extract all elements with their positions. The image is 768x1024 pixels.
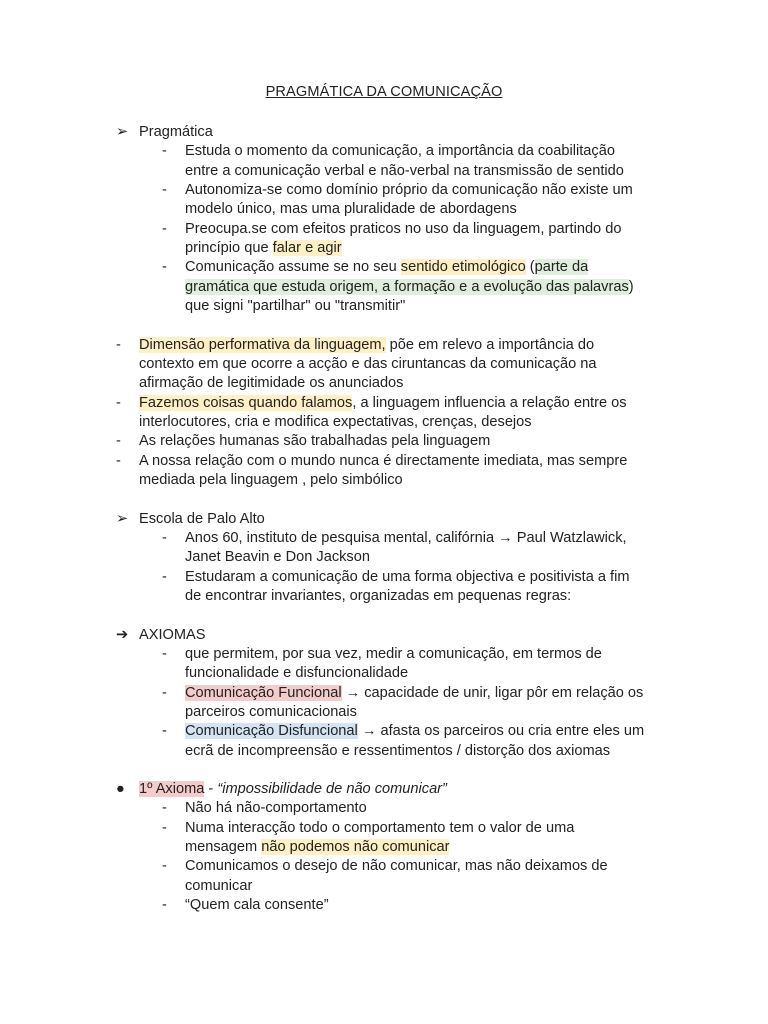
- dash-bullet: -: [162, 259, 167, 275]
- list-item-text: que permitem, por sua vez, medir a comunicação, em termos de: [185, 646, 602, 662]
- list-item-text: entre a comunicação verbal e não-verbal na transmissão de sentido: [185, 163, 624, 179]
- arrowhead-bullet-icon: ➢: [116, 124, 129, 140]
- list-item-text: modelo único, mas uma pluralidade de abordagens: [185, 201, 517, 217]
- axiom-quote: “impossibilidade de não comunicar”: [217, 781, 447, 797]
- list-item-text: parceiros comunicacionais: [185, 704, 357, 720]
- highlight-yellow: Fazemos coisas quando falamos: [139, 395, 353, 411]
- list-item-text: Não há não-comportamento: [185, 800, 367, 816]
- list-item-text: comunicar: [185, 878, 253, 894]
- list-item-text: Janet Beavin e Don Jackson: [185, 549, 370, 565]
- highlight-yellow: falar e agir: [272, 240, 342, 256]
- list-item-text: afirmação de legitimidade os anunciados: [139, 375, 404, 391]
- list-item-text: Comunicação Funcional → capacidade de unir, ligar pôr em relação os: [185, 685, 644, 701]
- highlight-green: parte da: [534, 259, 589, 275]
- highlight-blue: Comunicação Disfuncional: [185, 723, 358, 739]
- list-item-text: funcionalidade e disfuncionalidade: [185, 665, 409, 681]
- list-item-text: Estudaram a comunicação de uma forma objectiva e positivista a fim: [185, 569, 630, 585]
- section-heading-axioma-1: 1º Axioma - “impossibilidade de não comunicar”: [139, 781, 447, 797]
- list-item-text: que signi "partilhar" ou "transmitir": [185, 298, 406, 314]
- list-item-text: de encontrar invariantes, organizadas em pequenas regras:: [185, 588, 572, 604]
- list-item-text: gramática que estuda origem, a formação e a evolução das palavras): [185, 279, 634, 295]
- list-item-text: A nossa relação com o mundo nunca é directamente imediata, mas sempre: [139, 453, 628, 469]
- list-item-text: mediada pela linguagem , pelo simbólico: [139, 472, 403, 488]
- list-item-text: Numa interacção todo o comportamento tem o valor de uma: [185, 820, 575, 836]
- list-item-text: Fazemos coisas quando falamos, a linguagem influencia a relação entre os: [139, 395, 627, 411]
- highlight-red: 1º Axioma: [139, 781, 205, 797]
- dash-bullet: -: [116, 433, 121, 449]
- list-item-text: Comunicamos o desejo de não comunicar, mas não deixamos de: [185, 858, 608, 874]
- dash-bullet: -: [162, 143, 167, 159]
- highlight-yellow: sentido etimológico: [400, 259, 526, 275]
- page-title: PRAGMÁTICA DA COMUNICAÇÃO: [265, 84, 503, 100]
- arrowhead-bullet-icon: ➢: [116, 511, 129, 527]
- section-heading-pragmatica: Pragmática: [139, 124, 213, 140]
- section-heading-axiomas: AXIOMAS: [139, 627, 206, 643]
- list-item-text: mensagem não podemos não comunicar: [185, 839, 450, 855]
- dash-bullet: -: [162, 897, 167, 913]
- list-item-text: interlocutores, cria e modifica expectativas, crenças, desejos: [139, 414, 532, 430]
- dash-bullet: -: [116, 337, 121, 353]
- dash-bullet: -: [162, 221, 167, 237]
- highlight-yellow: Dimensão performativa da linguagem,: [139, 337, 386, 353]
- dash-bullet: -: [116, 395, 121, 411]
- list-item-text: Dimensão performativa da linguagem, põe em relevo a importância do: [139, 337, 595, 353]
- highlight-red: Comunicação Funcional: [185, 685, 342, 701]
- list-item-text: Comunicação assume se no seu sentido etimológico (parte da: [185, 259, 589, 275]
- dash-bullet: -: [116, 453, 121, 469]
- list-item-text: Anos 60, instituto de pesquisa mental, califórnia → Paul Watzlawick,: [185, 530, 627, 546]
- dash-bullet: -: [162, 800, 167, 816]
- arrow-bullet-icon: ➔: [116, 627, 129, 643]
- dot-bullet-icon: ●: [116, 781, 125, 797]
- dash-bullet: -: [162, 685, 167, 701]
- dash-bullet: -: [162, 820, 167, 836]
- list-item-text: “Quem cala consente”: [185, 897, 329, 913]
- dash-bullet: -: [162, 723, 167, 739]
- section-heading-palo-alto: Escola de Palo Alto: [139, 511, 265, 527]
- list-item-text: princípio que falar e agir: [185, 240, 342, 256]
- dash-bullet: -: [162, 858, 167, 874]
- list-item-text: Autonomiza-se como domínio próprio da comunicação não existe um: [185, 182, 633, 198]
- list-item-text: Preocupa.se com efeitos praticos no uso da linguagem, partindo do: [185, 221, 622, 237]
- highlight-green: gramática que estuda origem, a formação e a evolução das palavras: [185, 279, 629, 295]
- list-item-text: ecrã de incompreensão e ressentimentos / distorção dos axiomas: [185, 743, 611, 759]
- dash-bullet: -: [162, 569, 167, 585]
- list-item-text: Estuda o momento da comunicação, a importância da coabilitação: [185, 143, 615, 159]
- dash-bullet: -: [162, 182, 167, 198]
- dash-bullet: -: [162, 530, 167, 546]
- highlight-yellow: não podemos não comunicar: [261, 839, 450, 855]
- list-item-text: As relações humanas são trabalhadas pela linguagem: [139, 433, 491, 449]
- list-item-text: contexto em que ocorre a acção e das ciruntancas da comunicação na: [139, 356, 597, 372]
- list-item-text: Comunicação Disfuncional → afasta os parceiros ou cria entre eles um: [185, 723, 645, 739]
- dash-bullet: -: [162, 646, 167, 662]
